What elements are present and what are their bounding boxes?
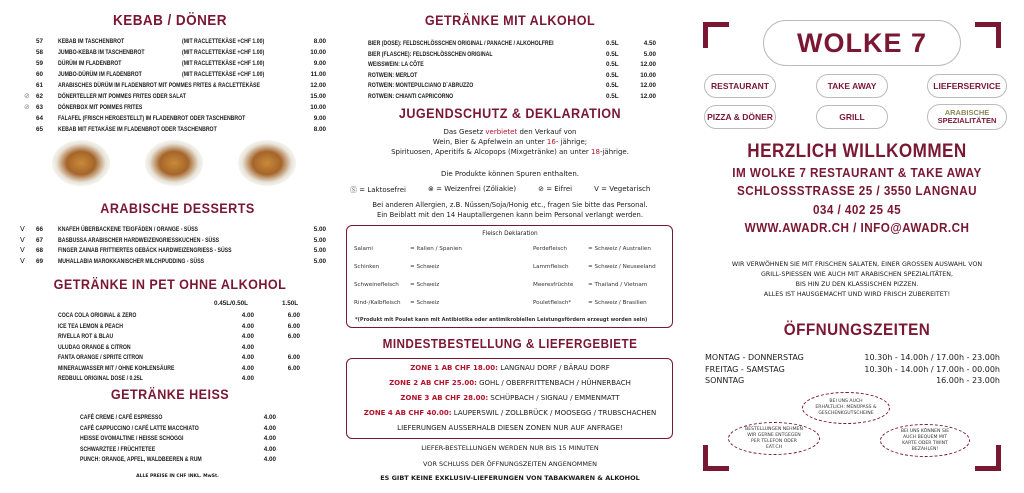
price-large: 6.00 (287, 364, 300, 372)
item-size: 0.5L (606, 71, 619, 79)
item-number: 69 (36, 257, 44, 265)
vegetarisch-icon: V (20, 235, 25, 244)
fleisch-box (346, 225, 673, 328)
item-price: 4.00 (263, 435, 276, 442)
item-price: 12.00 (640, 92, 656, 100)
kebab-title: KEBAB / DÖNER (113, 12, 227, 29)
item-price: 5.00 (313, 257, 326, 265)
fleisch-origin: = Italien / Spanien (410, 246, 462, 252)
fleisch-note: *(Produkt mit Poulet kann mit Antibiotika oder antimikrobiellen Leistungsfördern erzeugt worden sein) (355, 317, 648, 323)
eifrei-icon: ⊘ (24, 103, 30, 111)
item-number: 61 (36, 82, 44, 89)
zone-row (340, 364, 680, 372)
item-name: JUMBO-KEBAB IM TASCHENBROT (58, 49, 145, 56)
jugend-line1: Das Gesetz verbietet den Verkauf von (443, 128, 577, 136)
item-price: 4.00 (263, 414, 276, 421)
welcome-sub: IM WOLKE 7 RESTAURANT & TAKE AWAY (732, 165, 982, 180)
zone-row (340, 379, 680, 387)
food-photo (52, 140, 110, 186)
fleisch-type: Lammfleisch (533, 264, 569, 270)
item-name: MUHALLABIA MAROKKANISCHER MILCHPUDDING - SÜSS (58, 257, 205, 265)
service-arabisch: ARABISCHE SPEZIALITÄTEN (927, 104, 1007, 130)
zone-row (340, 409, 680, 417)
item-name: ROTWEIN: CHIANTI CAPRICORNO (368, 92, 454, 100)
zone-places: LANGNAU DORF / BÄRAU DORF (500, 364, 610, 372)
eifrei-icon: ⊘ (538, 185, 544, 193)
corner-ornament-icon (703, 22, 729, 48)
desserts-title: ARABISCHE DESSERTS (100, 200, 255, 216)
zones-outside: LIEFERUNGEN AUSSERHALB DIESEN ZONEN NUR AUF ANFRAGE! (397, 424, 623, 432)
item-number: 65 (36, 126, 44, 133)
item-number: 62 (36, 93, 44, 100)
item-name: JUMBO-DÜRÜM IM FLADENBROT (58, 71, 142, 78)
item-price: 10.00 (640, 71, 656, 79)
pet-col2-header: 1.50L (282, 300, 299, 307)
service-grill: GRILL (816, 105, 888, 129)
address: SCHLOSSSTRASSE 25 / 3550 LANGNAU (736, 183, 978, 198)
item-number: 59 (36, 60, 44, 67)
fleisch-type: Perdefleisch (533, 246, 567, 252)
fleisch-origin: = Thailand / Vietnam (588, 282, 648, 288)
item-price: 4.00 (263, 456, 276, 463)
item-name: KEBAB MIT FETAKÄSE IM FLADENBROT ODER TASCHENBROT (58, 126, 217, 133)
logo-cloud (763, 20, 961, 66)
price-footer: ALLE PREISE IN CHF INKL. MwSt. (136, 474, 219, 479)
fleisch-type: Schweinefleisch (354, 282, 399, 288)
price-small: 4.00 (241, 312, 254, 319)
zone-label: ZONE 3 AB CHF 28.00: (400, 394, 489, 402)
item-extra: (MIT RACLETTEKÄSE +CHF 1.00) (182, 38, 265, 45)
item-number: 68 (36, 247, 44, 254)
food-photo (145, 140, 203, 186)
allergy-note-2: Ein Beiblatt mit den 14 Hauptallergenen kann beim Personal verlangt werden. (376, 211, 644, 219)
item-name: RIVELLA ROT & BLAU (58, 333, 114, 340)
website-email: WWW.AWADR.CH / INFO@AWADR.CH (744, 220, 970, 235)
item-size: 0.5L (606, 61, 619, 68)
price-large: 6.00 (287, 322, 300, 330)
item-price: 9.00 (313, 60, 326, 67)
item-name: COCA COLA ORIGINAL & ZERO (58, 312, 137, 319)
intro-line: GRILL-SPIESSEN WIE AUCH MIT ARABISCHEN SPEZIALITÄTEN, (761, 271, 953, 278)
price-small: 4.00 (241, 322, 254, 330)
hours-time: 10.30h - 14.00h / 17.00h - 23.00h (864, 353, 1000, 362)
item-number: 57 (36, 38, 44, 45)
price-small: 4.00 (241, 343, 254, 351)
heiss-title: GETRÄNKE HEISS (110, 386, 230, 402)
item-name: DÖNERTELLER MIT POMMES FRITES ODER SALAT (58, 93, 186, 100)
item-name: SCHWARZTEE / FRÜCHTETEE (80, 445, 156, 453)
item-number: 66 (36, 226, 44, 233)
item-name: BIER (FLASCHE): FELDSCHLÖSSCHEN ORIGINAL (368, 50, 493, 58)
hours-day: FREITAG - SAMSTAG (705, 364, 785, 374)
item-number: 67 (36, 236, 44, 244)
pet-col1-header: 0.45L/0.50L (214, 300, 248, 307)
item-size: 0.5L (606, 50, 619, 58)
item-name: DÜRÜM IM FLADENBROT (58, 60, 122, 67)
item-name: REDBULL ORIGINAL DOSE / 0.25L (58, 375, 143, 382)
item-name: PUNCH: ORANGE, APFEL, WALDBEEREN & RUM (80, 456, 202, 463)
item-price: 8.00 (313, 38, 326, 45)
fleisch-origin: = Schweiz / Australien (588, 246, 651, 252)
corner-ornament-icon (975, 445, 1001, 471)
zone-places: LAUPERSWIL / ZOLLBRÜCK / MOOSEGG / TRUBSCHACHEN (453, 409, 657, 417)
item-price: 4.50 (643, 40, 656, 47)
item-name: FALAFEL (FRISCH HERGESTELLT) IM FLADENBROT ODER TASCHENBROT (58, 115, 246, 122)
item-extra: (MIT RACLETTEKÄSE +CHF 1.00) (182, 60, 265, 67)
phone: 034 / 402 25 45 (812, 202, 902, 217)
welcome-title: HERZLICH WILLKOMMEN (747, 141, 967, 162)
info-bubble-gutscheine: BEI UNS AUCH ERHÄLTLICH: MENÜPASS & GESCHENKGUTSCHEINE (802, 392, 890, 424)
intro-line: ALLES IST HAUSGEMACHT UND WIRD FRISCH ZUBEREITET! (763, 291, 951, 298)
jugend-line3: Spirituosen, Aperitifs & Alcopops (Mixgetränke) an unter 18-jährige. (391, 148, 629, 156)
liefer-note-1: LIEFER-BESTELLUNGEN WERDEN NUR BIS 15 MINUTEN (421, 444, 599, 452)
item-name: BASBUSSA ARABISCHER HARDWEIZENGRIESSKUCHEN - SÜSS (58, 236, 220, 244)
jugend-title: JUGENDSCHUTZ & DEKLARATION (398, 105, 622, 121)
fleisch-origin: = Schweiz / Neuseeland (588, 264, 656, 270)
item-name: KEBAB IM TASCHENBROT (58, 38, 125, 45)
item-name: CAFÉ CAPPUCCINO / CAFÉ LATTE MACCHIATO (80, 424, 199, 432)
service-lieferservice: LIEFERSERVICE (927, 74, 1007, 98)
item-name: ROTWEIN: MERLOT (368, 71, 418, 79)
item-name: WEISSWEIN: LA CÔTE (368, 61, 424, 68)
liefer-note-3: ES GIBT KEINE EXKLUSIV-LIEFERUNGEN VON TABAKWAREN & ALKOHOL (380, 474, 640, 482)
fleisch-type: Schinken (354, 264, 380, 270)
item-number: 63 (36, 104, 44, 111)
liefer-title: MINDESTBESTELLUNG & LIEFERGEBIETE (382, 336, 638, 351)
item-extra: (MIT RACLETTEKÄSE +CHF 1.00) (182, 71, 265, 78)
item-name: KNAFEH ÜBERBACKENE TEIGFÄDEN / ORANGE - SÜSS (58, 226, 199, 233)
item-price: 5.00 (313, 226, 326, 233)
price-small: 4.00 (241, 333, 254, 340)
allergy-note-1: Bei anderen Allergien, z.B. Nüssen/Soja/Honig etc., fragen Sie bitte das Personal. (372, 201, 648, 209)
item-name: DÖNERBOX MIT POMMES FRITES (58, 104, 143, 111)
item-price: 10.00 (310, 49, 326, 56)
hours-day: SONNTAG (705, 376, 745, 385)
price-large: 6.00 (287, 312, 300, 319)
zone-label: ZONE 2 AB CHF 25.00: (389, 379, 477, 387)
zone-places: GOHL / OBERFRITTENBACH / HÜHNERBACH (479, 379, 631, 387)
price-small: 4.00 (241, 375, 254, 382)
fleisch-origin: = Schweiz (410, 264, 440, 270)
hours-time: 10.30h - 14.00h / 17.00h - 00.00h (864, 364, 1000, 374)
hours-time: 16.00h - 23.00h (936, 376, 1000, 385)
zone-row (340, 394, 680, 402)
item-extra: (MIT RACLETTEKÄSE +CHF 1.00) (182, 49, 265, 56)
intro-line: BIS HIN ZU DEN KLASSISCHEN PIZZEN. (795, 281, 919, 288)
fleisch-type: Meeresfrüchte (533, 282, 574, 288)
item-name: FANTA ORANGE / SPRITE CITRON (58, 354, 143, 361)
alkohol-title: GETRÄNKE MIT ALKOHOL (424, 12, 596, 28)
fleisch-type: Salami (354, 246, 373, 252)
item-number: 58 (36, 49, 44, 56)
fleisch-origin: = Schweiz / Brasilien (588, 300, 647, 306)
item-name: CAFÉ CREME / CAFÉ ESPRESSO (80, 414, 163, 421)
vegetarisch-icon: V (20, 225, 25, 233)
hours-title: ÖFFNUNGSZEITEN (783, 320, 931, 339)
corner-ornament-icon (975, 22, 1001, 48)
item-price: 12.00 (640, 61, 656, 68)
vegetarisch-icon: V (20, 246, 25, 254)
item-name: FINGER ZAINAB FRITTIERTES GEBÄCK HARDWEIZENGRIESS - SÜSS (58, 247, 232, 254)
item-price: 4.00 (263, 424, 276, 432)
zone-places: SCHÜPBACH / SIGNAU / EMMENMATT (490, 394, 620, 402)
info-bubble-bezahlen: BEI UNS KÖNNEN SIE AUCH BEQUEM MIT KARTE ODER TWINT BEZAHLEN! (880, 424, 970, 457)
fleisch-title: Fleisch Deklaration (482, 231, 538, 237)
laktosefrei-icon: Ⓢ (350, 186, 357, 194)
fleisch-origin: = Schweiz (410, 282, 440, 288)
item-price: 5.00 (313, 236, 326, 244)
item-price: 15.00 (310, 93, 326, 100)
price-small: 4.00 (241, 354, 254, 361)
vegetarisch-icon: V (594, 185, 599, 193)
item-price: 4.00 (263, 445, 276, 453)
item-price: 12.00 (310, 82, 326, 89)
fleisch-type: Rind-/Kalbfleisch (354, 300, 401, 306)
item-name: ARABISCHES DÜRÜM IM FLADENBROT MIT POMMES FRITES & RACLETTEKÄSE (58, 82, 260, 89)
service-restaurant: RESTAURANT (704, 74, 776, 98)
item-name: HEISSE OVOMALTINE / HEISSE SCHOGGI (80, 435, 184, 442)
food-photo (238, 140, 296, 186)
item-size: 0.5L (606, 40, 619, 47)
item-number: 64 (36, 115, 44, 122)
item-price: 10.00 (310, 104, 326, 111)
info-bubble-bestellung: BESTELLUNGEN NEHMEN WIR GERNE ENTGEGEN PER TELEFON ODER EAT.CH (728, 422, 820, 455)
item-price: 5.00 (313, 247, 326, 254)
service-pizza: PIZZA & DÖNER (704, 105, 776, 129)
item-size: 0.5L (606, 82, 619, 89)
pet-title: GETRÄNKE IN PET OHNE ALKOHOL (53, 276, 287, 292)
weizenfrei-icon: ⊗ (428, 185, 434, 193)
item-price: 8.00 (313, 126, 326, 133)
zone-label: ZONE 1 AB CHF 18.00: (410, 364, 498, 372)
item-name: ULUDAG ORANGE & CITRON (58, 343, 131, 351)
zone-label: ZONE 4 AB CHF 40.00: (363, 409, 452, 417)
price-large: 6.00 (287, 333, 300, 340)
price-large: 6.00 (287, 354, 300, 361)
price-small: 4.00 (241, 364, 254, 372)
item-price: 11.00 (310, 71, 326, 78)
item-name: ROTWEIN: MONTEPULCIANO D`ABRUZZO (368, 82, 474, 89)
item-name: MINERALWASSER MIT / OHNE KOHLENSÄURE (58, 364, 175, 372)
eifrei-icon: ⊘ (24, 92, 30, 100)
item-name: BIER (DOSE): FELDSCHLÖSSCHEN ORIGINAL / PANACHE / ALKOHOLFREI (368, 40, 554, 47)
brand-name: WOLKE 7 (796, 27, 927, 58)
item-price: 5.00 (643, 50, 656, 58)
vegetarisch-icon: V (20, 256, 25, 265)
item-size: 0.5L (606, 92, 619, 100)
service-takeaway: TAKE AWAY (816, 74, 888, 98)
jugend-line2: Wein, Bier & Apfelwein an unter 16- jährige; (432, 138, 588, 146)
item-name: ICE TEA LEMON & PEACH (58, 322, 123, 330)
fleisch-type: Pouletfleisch* (533, 300, 572, 306)
item-price: 12.00 (640, 82, 656, 89)
fleisch-origin: = Schweiz (410, 300, 440, 306)
corner-ornament-icon (703, 445, 729, 471)
liefer-note-2: VOR SCHLUSS DER ÖFFNUNGSZEITEN ANGENOMMEN (423, 460, 597, 468)
intro-line: WIR VERWÖHNEN SIE MIT FRISCHEN SALATEN, EINER GROSSEN AUSWAHL VON (731, 261, 983, 268)
item-number: 60 (36, 71, 44, 78)
spuren-text: Die Produkte können Spuren enthalten. (441, 170, 579, 178)
allergen-legend: Ⓢ = Laktosefrei ⊗ = Weizenfrei (Zöliakie) ⊘ = Eifrei V = Vegetarisch (350, 185, 651, 194)
hours-day: MONTAG - DONNERSTAG (705, 353, 804, 362)
item-price: 9.00 (313, 115, 326, 122)
